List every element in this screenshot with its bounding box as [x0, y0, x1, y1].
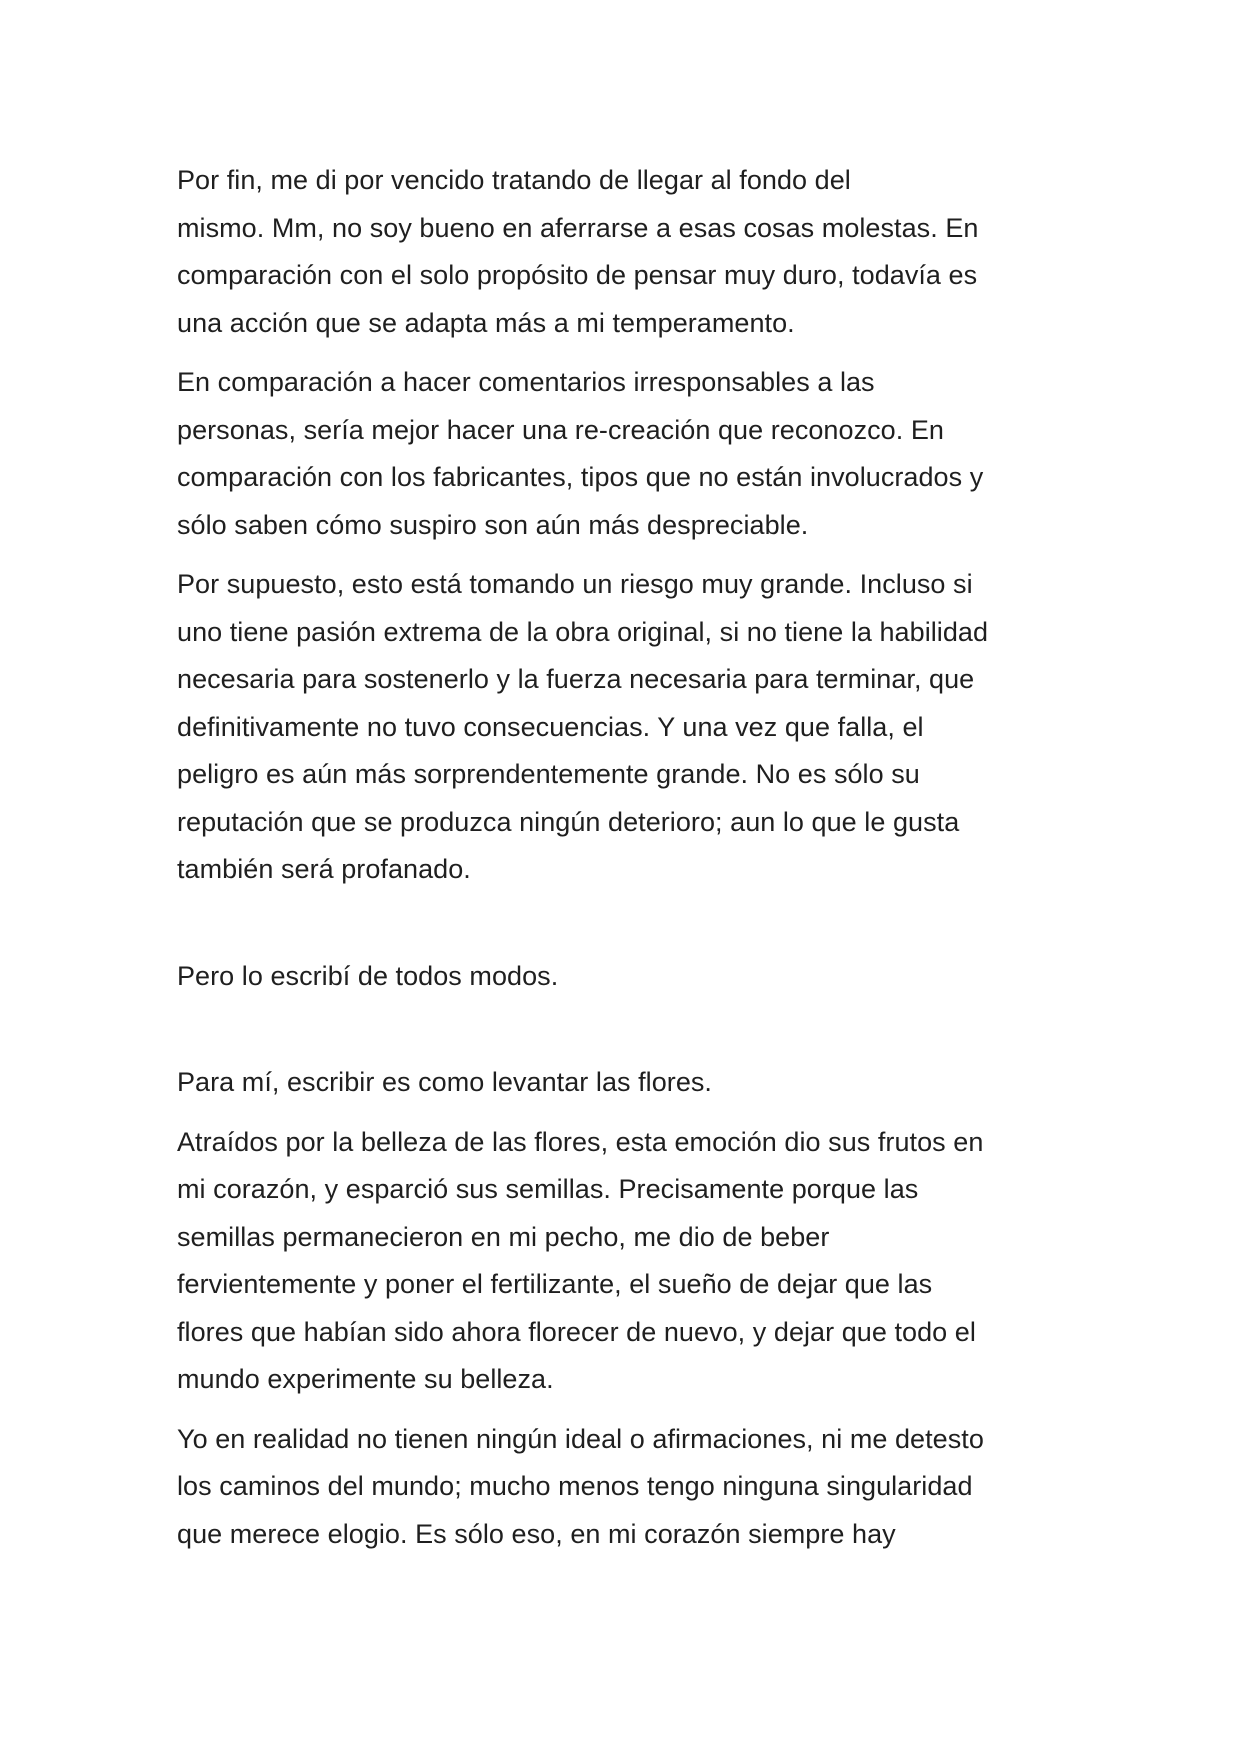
text-line: también será profanado.: [177, 854, 471, 884]
text-line: sólo saben cómo suspiro son aún más despreciable.: [177, 509, 809, 540]
text-line: Por fin, me di por vencido tratando de llegar al fondo del: [177, 165, 851, 195]
text-line: Por supuesto, esto está tomando un riesgo muy grande. Incluso si: [177, 569, 973, 599]
text-line: mi corazón, y esparció sus semillas. Precisamente porque las: [177, 1174, 919, 1204]
paragraph-1: [177, 157, 1077, 347]
text-line: comparación con los fabricantes, tipos que no están involucrados y: [177, 462, 984, 492]
text-line: Para mí, escribir es como levantar las flores.: [177, 1067, 712, 1097]
paragraph-2: [177, 359, 1077, 549]
text-line: peligro es aún más sorprendentemente grande. No es sólo su: [177, 759, 920, 789]
paragraph-spacer: [177, 906, 1077, 953]
text-line: reputación que se produzca ningún deterioro; aun lo que le gusta: [177, 806, 960, 837]
text-line: Pero lo escribí de todos modos.: [177, 960, 559, 991]
text-line: definitivamente no tuvo consecuencias. Y una vez que falla, el: [177, 711, 924, 742]
text-line: mismo. Mm, no soy bueno en aferrarse a esas cosas molestas. En: [177, 212, 979, 243]
text-line: personas, sería mejor hacer una re-creación que reconozco. En: [177, 414, 944, 445]
text-line: necesaria para sostenerlo y la fuerza necesaria para terminar, que: [177, 664, 975, 694]
text-line: Yo en realidad no tienen ningún ideal o afirmaciones, ni me detesto: [177, 1423, 984, 1454]
body-text: [177, 157, 1077, 1570]
paragraph-7: [177, 1416, 1077, 1559]
paragraph-5: [177, 1059, 1077, 1107]
text-line: Atraídos por la belleza de las flores, esta emoción dio sus frutos en: [177, 1126, 984, 1157]
text-line: fervientemente y poner el fertilizante, el sueño de dejar que las: [177, 1269, 933, 1299]
paragraph-3: [177, 561, 1077, 894]
text-line: que merece elogio. Es sólo eso, en mi corazón siempre hay: [177, 1518, 896, 1549]
text-line: En comparación a hacer comentarios irresponsables a las: [177, 367, 875, 397]
text-line: comparación con el solo propósito de pensar muy duro, todavía es: [177, 260, 978, 290]
text-line: semillas permanecieron en mi pecho, me dio de beber: [177, 1221, 830, 1252]
paragraph-6: [177, 1119, 1077, 1404]
text-line: una acción que se adapta más a mi temperamento.: [177, 307, 795, 338]
paragraph-4: [177, 953, 1077, 1001]
text-line: los caminos del mundo; mucho menos tengo ninguna singularidad: [177, 1471, 973, 1501]
text-line: flores que habían sido ahora florecer de nuevo, y dejar que todo el: [177, 1316, 976, 1347]
text-line: mundo experimente su belleza.: [177, 1364, 554, 1394]
paragraph-spacer: [177, 1012, 1077, 1059]
text-line: uno tiene pasión extrema de la obra original, si no tiene la habilidad: [177, 616, 989, 647]
